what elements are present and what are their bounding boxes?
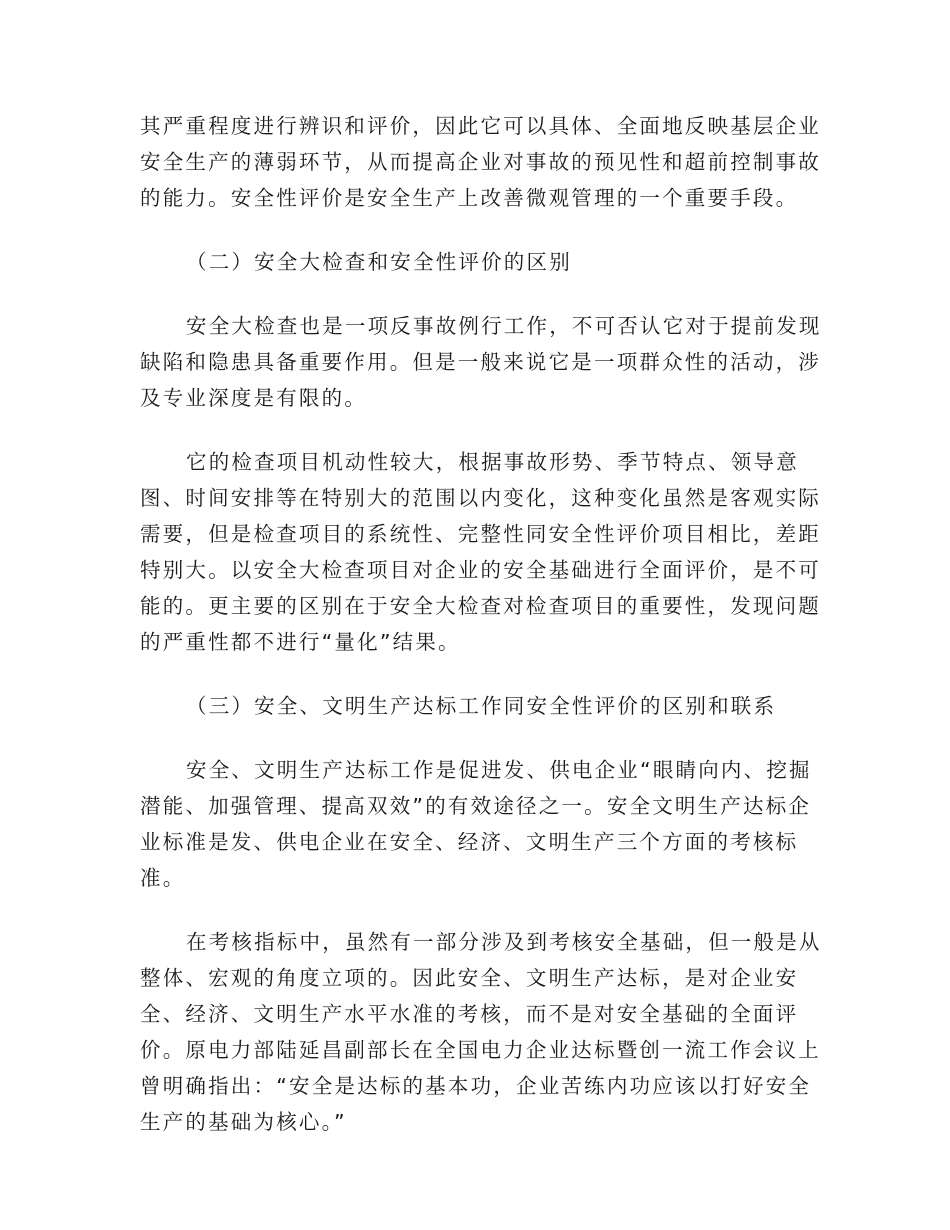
paragraph-spacer bbox=[140, 660, 800, 688]
section-heading-3 bbox=[140, 688, 800, 724]
section-heading-2 bbox=[140, 244, 800, 280]
text-line: 能的。更主要的区别在于安全大检查对检查项目的重要性，发现问题 bbox=[140, 594, 821, 618]
text-line: 全、经济、文明生产水平水准的考核，而不是对安全基础的全面评 bbox=[140, 1002, 799, 1026]
text-line: 其严重程度进行辨识和评价，因此它可以具体、全面地反映基层企业 bbox=[140, 114, 821, 138]
paragraph-spacer bbox=[140, 216, 800, 244]
text-line: 曾明确指出：“安全是达标的基本功，企业苦练内功应该以打好安全 bbox=[140, 1074, 812, 1098]
text-line: 缺陷和隐患具备重要作用。但是一般来说它是一项群众性的活动，涉 bbox=[140, 350, 821, 374]
paragraph bbox=[140, 924, 822, 1140]
paragraph bbox=[140, 444, 821, 660]
paragraph-spacer bbox=[140, 896, 800, 924]
text-line: 安全、文明生产达标工作是促进发、供电企业“眼睛向内、挖掘 bbox=[186, 758, 812, 782]
text-line: 的能力。安全性评价是安全生产上改善微观管理的一个重要手段。 bbox=[140, 186, 799, 210]
text-line: 价。原电力部陆延昌副部长在全国电力企业达标暨创一流工作会议上 bbox=[140, 1038, 821, 1062]
text-line: 图、时间安排等在特别大的范围以内变化，这种变化虽然是客观实际 bbox=[140, 486, 821, 510]
text-line: 需要，但是检查项目的系统性、完整性同安全性评价项目相比，差距 bbox=[140, 522, 821, 546]
paragraph bbox=[140, 752, 812, 896]
document-body bbox=[140, 108, 822, 1140]
text-line: 业标准是发、供电企业在安全、经济、文明生产三个方面的考核标 bbox=[140, 830, 799, 854]
heading-text: （二）安全大检查和安全性评价的区别 bbox=[186, 250, 572, 274]
text-line: 准。 bbox=[140, 866, 186, 890]
text-line: 生产的基础为核心。” bbox=[140, 1110, 347, 1134]
paragraph-spacer bbox=[140, 724, 800, 752]
paragraph-spacer bbox=[140, 280, 800, 308]
text-line: 的严重性都不进行“量化”结果。 bbox=[140, 630, 461, 654]
text-line: 整体、宏观的角度立项的。因此安全、文明生产达标，是对企业安 bbox=[140, 966, 799, 990]
text-line: 潜能、加强管理、提高双效”的有效途径之一。安全文明生产达标企 bbox=[140, 794, 812, 818]
paragraph bbox=[140, 308, 822, 416]
text-line: 特别大。以安全大检查项目对企业的安全基础进行全面评价，是不可 bbox=[140, 558, 821, 582]
paragraph-spacer bbox=[140, 416, 800, 444]
text-line: 及专业深度是有限的。 bbox=[140, 386, 367, 410]
text-line: 在考核指标中，虽然有一部分涉及到考核安全基础，但一般是从 bbox=[186, 930, 822, 954]
paragraph-continuation bbox=[140, 108, 821, 216]
text-line: 安全生产的薄弱环节，从而提高企业对事故的预见性和超前控制事故 bbox=[140, 150, 821, 174]
heading-text: （三）安全、文明生产达标工作同安全性评价的区别和联系 bbox=[186, 694, 777, 718]
text-line: 安全大检查也是一项反事故例行工作，不可否认它对于提前发现 bbox=[186, 314, 822, 338]
text-line: 它的检查项目机动性较大，根据事故形势、季节特点、领导意 bbox=[186, 450, 799, 474]
